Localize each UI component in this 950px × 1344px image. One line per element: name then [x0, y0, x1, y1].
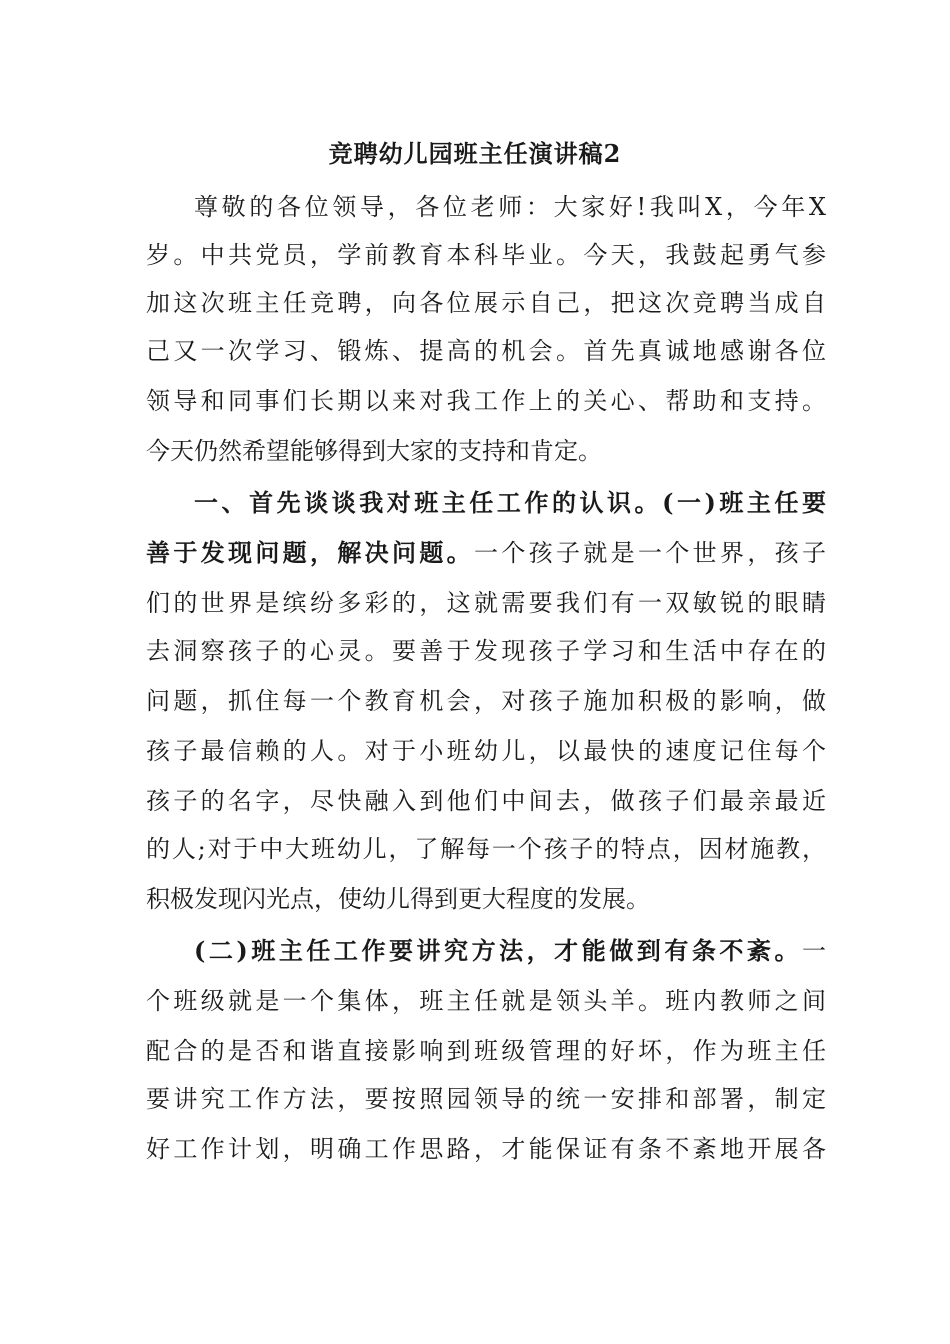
text-line: 己又一次学习、锻炼、提高的机会。首先真诚地感谢各位 — [146, 337, 826, 365]
text-line: 孩子的名字，尽快融入到他们中间去，做孩子们最亲最近 — [146, 787, 826, 815]
text-line: 加这次班主任竞聘，向各位展示自己，把这次竞聘当成自 — [146, 289, 826, 317]
text-line: 的人;对于中大班幼儿，了解每一个孩子的特点，因材施教， — [146, 835, 826, 863]
document-title: 竞聘幼儿园班主任演讲稿2 — [328, 139, 622, 168]
text-line: 个班级就是一个集体，班主任就是领头羊。班内教师之间 — [146, 987, 826, 1015]
section-heading-line: 一、首先谈谈我对班主任工作的认识。(一)班主任要 — [194, 488, 826, 517]
text-line — [194, 934, 826, 968]
subheading-text: 善于发现问题，解决问题。 — [146, 538, 474, 567]
text-line: 尊敬的各位领导，各位老师：大家好!我叫X，今年X — [194, 193, 826, 221]
text-line: 配合的是否和谐直接影响到班级管理的好坏，作为班主任 — [146, 1037, 826, 1065]
text-line: 问题，抓住每一个教育机会，对孩子施加积极的影响，做 — [146, 687, 826, 715]
text-line: 积极发现闪光点，使幼儿得到更大程度的发展。 — [146, 885, 650, 913]
text-line: 领导和同事们长期以来对我工作上的关心、帮助和支持。 — [146, 387, 826, 415]
text-line: 好工作计划，明确工作思路，才能保证有条不紊地开展各 — [146, 1135, 826, 1163]
text-line: 今天仍然希望能够得到大家的支持和肯定。 — [146, 437, 602, 465]
text-line: 要讲究工作方法，要按照园领导的统一安排和部署，制定 — [146, 1085, 826, 1113]
body-text: 一个孩子就是一个世界，孩子 — [474, 539, 826, 567]
text-line: 孩子最信赖的人。对于小班幼儿，以最快的速度记住每个 — [146, 737, 826, 765]
text-line: 们的世界是缤纷多彩的，这就需要我们有一双敏锐的眼睛 — [146, 589, 826, 617]
text-line: 去洞察孩子的心灵。要善于发现孩子学习和生活中存在的 — [146, 637, 826, 665]
text-line: 岁。中共党员，学前教育本科毕业。今天，我鼓起勇气参 — [146, 241, 826, 269]
subheading-text: (二)班主任工作要讲究方法，才能做到有条不紊。 — [194, 936, 802, 965]
body-text: 一 — [802, 937, 826, 965]
text-line — [146, 536, 826, 570]
